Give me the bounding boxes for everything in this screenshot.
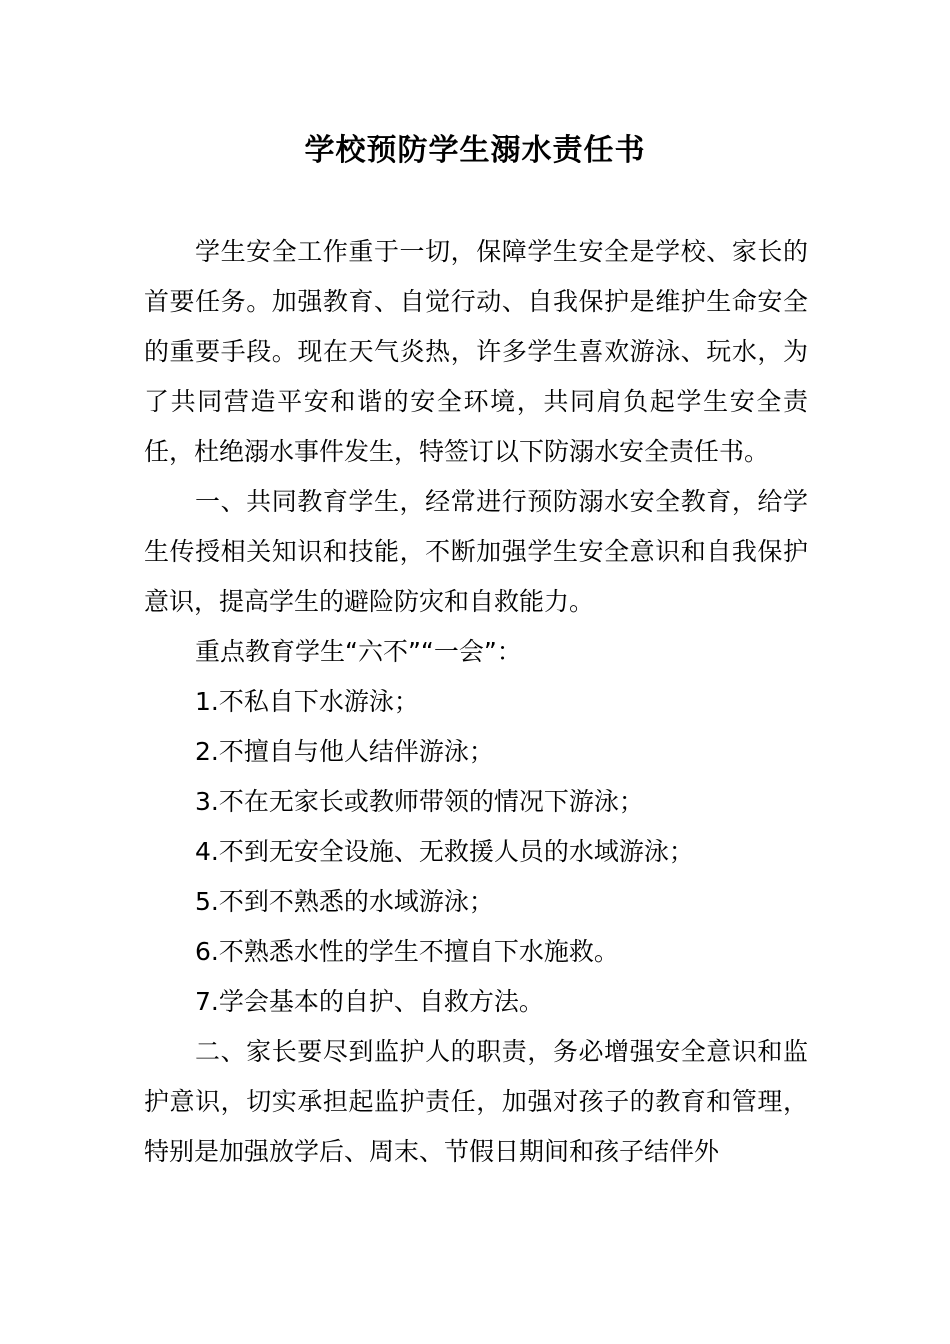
rule-item: 7.学会基本的自护、自救方法。 bbox=[195, 987, 544, 1016]
rule-item: 4.不到无安全设施、无救援人员的水域游泳； bbox=[195, 837, 694, 866]
section-one-paragraph: 一、共同教育学生，经常进行预防溺水安全教育，给学生传授相关知识和技能，不断加强学生安全意识和自我保护意识，提高学生的避险防灾和自救能力。 bbox=[144, 487, 808, 616]
rule-item: 3.不在无家长或教师带领的情况下游泳； bbox=[195, 787, 644, 816]
section-two-paragraph: 二、家长要尽到监护人的职责，务必增强安全意识和监护意识，切实承担起监护责任，加强对孩子的教育和管理，特别是加强放学后、周末、节假日期间和孩子结伴外 bbox=[144, 1037, 808, 1166]
rule-item: 6.不熟悉水性的学生不擅自下水施救。 bbox=[195, 937, 619, 966]
rule-item: 1.不私自下水游泳； bbox=[195, 687, 419, 716]
intro-paragraph: 学生安全工作重于一切，保障学生安全是学校、家长的首要任务。加强教育、自觉行动、自我保护是维护生命安全的重要手段。现在天气炎热，许多学生喜欢游泳、玩水，为了共同营造平安和谐的安全环境，共同肩负起学生安全责任，杜绝溺水事件发生，特签订以下防溺水安全责任书。 bbox=[144, 237, 808, 466]
document-body bbox=[144, 227, 808, 1177]
rule-item: 5.不到不熟悉的水域游泳； bbox=[195, 887, 494, 916]
focus-heading: 重点教育学生“六不”“一会”： bbox=[195, 637, 522, 666]
rule-item: 2.不擅自与他人结伴游泳； bbox=[195, 737, 494, 766]
document-title: 学校预防学生溺水责任书 bbox=[304, 133, 646, 168]
